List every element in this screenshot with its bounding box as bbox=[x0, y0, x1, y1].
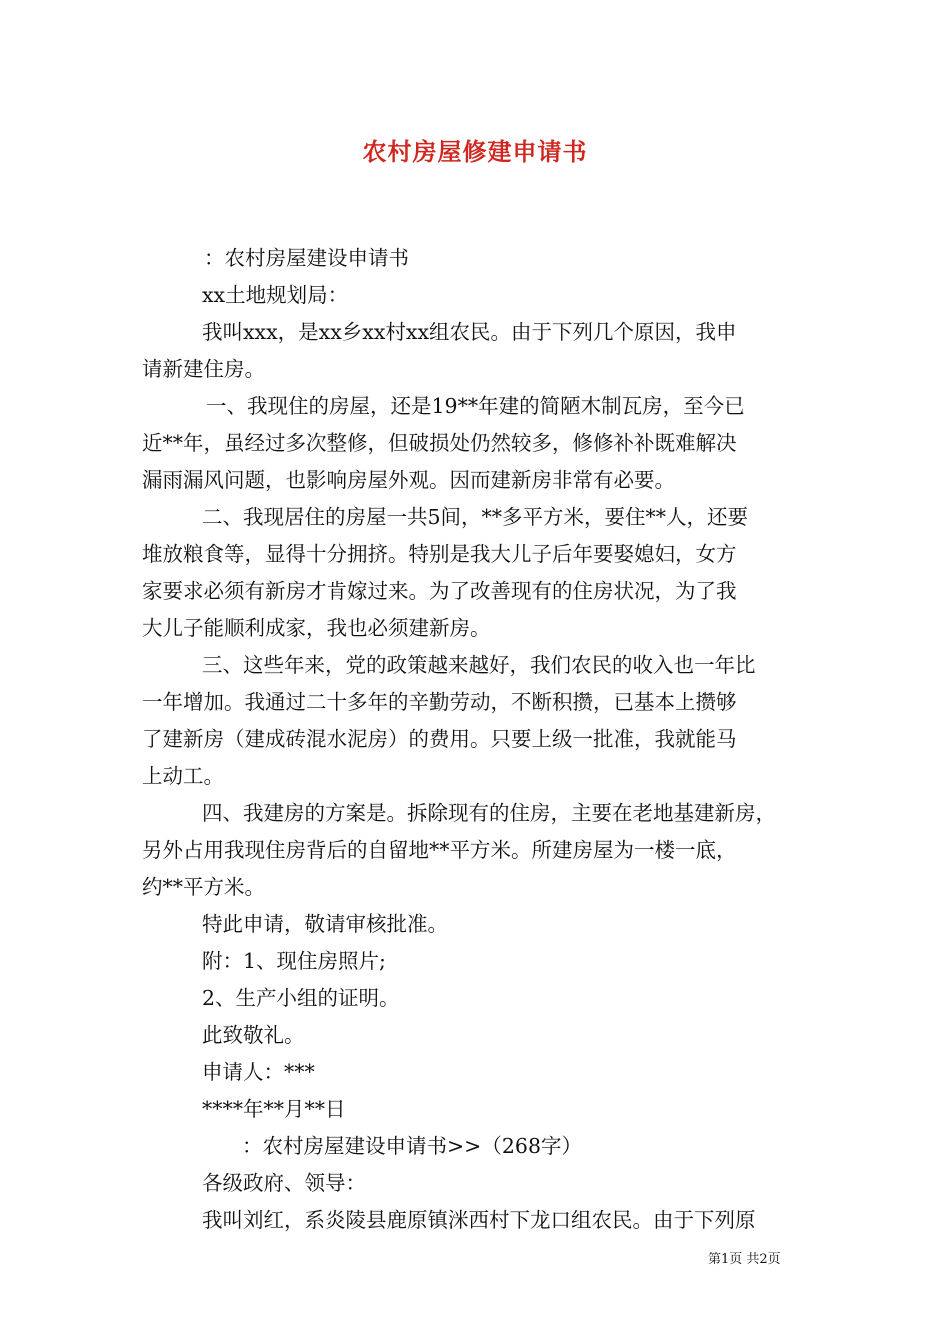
body-line: 二、我现居住的房屋一共5间，**多平方米，要住**人，还要 bbox=[202, 505, 749, 529]
body-line: 堆放粮食等，显得十分拥挤。特别是我大儿子后年要娶媳妇，女方 bbox=[142, 542, 737, 566]
page-title: 农村房屋修建申请书 bbox=[362, 137, 588, 166]
page-number: 第1页 共2页 bbox=[708, 1252, 781, 1267]
body-line: 我叫xxx，是xx乡xx村xx组农民。由于下列几个原因，我申 bbox=[202, 320, 737, 344]
body-line: 另外占用我现住房背后的自留地**平方米。所建房屋为一楼一底， bbox=[142, 838, 737, 862]
attachment-line: 2、生产小组的证明。 bbox=[202, 986, 400, 1010]
date-line: ****年**月**日 bbox=[202, 1097, 346, 1121]
salutation: 各级政府、领导： bbox=[202, 1171, 366, 1195]
body-line: 漏雨漏风问题，也影响房屋外观。因而建新房非常有必要。 bbox=[142, 468, 675, 492]
subtitle-line: ：农村房屋建设申请书 bbox=[204, 246, 409, 270]
body-line: 请新建住房。 bbox=[142, 357, 265, 381]
salutation: xx土地规划局： bbox=[202, 283, 349, 307]
body-line: 了建新房（建成砖混水泥房）的费用。只要上级一批准，我就能马 bbox=[142, 727, 737, 751]
attachment-line: 附：1、现住房照片; bbox=[202, 949, 386, 973]
body-line: 四、我建房的方案是。拆除现有的住房，主要在老地基建新房， bbox=[202, 801, 776, 825]
document-body bbox=[142, 240, 810, 1239]
closing-line: 此致敬礼。 bbox=[202, 1023, 305, 1047]
body-line: 一、我现住的房屋，还是19**年建的简陋木制瓦房，至今已 bbox=[206, 394, 745, 418]
body-line: 大儿子能顺利成家，我也必须建新房。 bbox=[142, 616, 491, 640]
body-line: 家要求必须有新房才肯嫁过来。为了改善现有的住房状况，为了我 bbox=[142, 579, 737, 603]
body-line: 一年增加。我通过二十多年的辛勤劳动，不断积攒，已基本上攒够 bbox=[142, 690, 737, 714]
body-line: 我叫刘红，系炎陵县鹿原镇洣西村下龙口组农民。由于下列原 bbox=[202, 1208, 756, 1232]
closing-line: 特此申请，敬请审核批准。 bbox=[202, 912, 448, 936]
subtitle-line: ：农村房屋建设申请书>>（268字） bbox=[242, 1134, 582, 1158]
body-line: 三、这些年来，党的政策越来越好，我们农民的收入也一年比 bbox=[202, 653, 756, 677]
body-line: 上动工。 bbox=[142, 764, 224, 788]
body-line: 约**平方米。 bbox=[142, 875, 265, 899]
body-line: 近**年，虽经过多次整修，但破损处仍然较多，修修补补既难解决 bbox=[142, 431, 737, 455]
applicant-line: 申请人：*** bbox=[202, 1060, 315, 1084]
